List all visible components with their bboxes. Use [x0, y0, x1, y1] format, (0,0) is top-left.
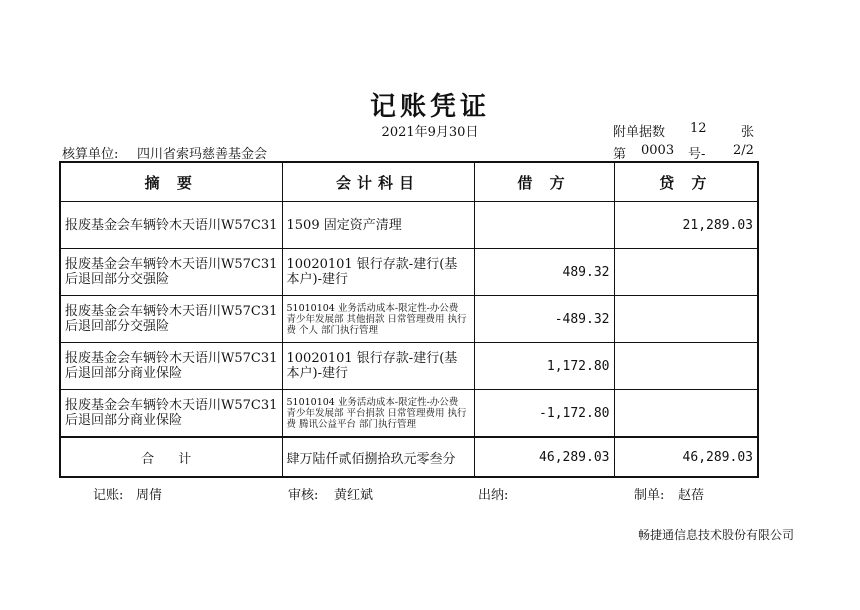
header-account: 会计科目	[282, 162, 474, 202]
table-header-row	[60, 162, 758, 202]
row-debit: 489.32	[474, 249, 614, 296]
header-summary: 摘 要	[60, 162, 282, 202]
row-summary: 报废基金会车辆铃木天语川W57C31后退回部分商业保险	[60, 390, 282, 438]
total-credit: 46,289.03	[614, 437, 758, 477]
row-summary: 报废基金会车辆铃木天语川W57C31	[60, 202, 282, 249]
row-credit	[614, 390, 758, 438]
row-account: 51010104 业务活动成本-限定性-办公费 青少年发展部 平台捐款 日常管理费用 执行费 腾讯公益平台 部门执行管理	[282, 390, 474, 438]
table-row	[60, 202, 758, 249]
table-row	[60, 296, 758, 343]
attachment-count: 12	[690, 121, 707, 136]
row-summary: 报废基金会车辆铃木天语川W57C31后退回部分交强险	[60, 249, 282, 296]
row-credit	[614, 249, 758, 296]
total-debit: 46,289.03	[474, 437, 614, 477]
software-vendor: 畅捷通信息技术股份有限公司	[637, 528, 794, 542]
voucher-date: 2021年9月30日	[381, 125, 479, 140]
row-account: 51010104 业务活动成本-限定性-办公费 青少年发展部 其他捐款 日常管理费用 执行费 个人 部门执行管理	[282, 296, 474, 343]
total-row	[60, 437, 758, 477]
voucher-no-part: 2/2	[733, 143, 754, 158]
maker-name: 赵蓓	[678, 488, 705, 503]
voucher-no-mark: 号-	[688, 147, 706, 162]
attachment-label: 附单据数	[613, 125, 666, 140]
row-summary: 报废基金会车辆铃木天语川W57C31后退回部分商业保险	[60, 343, 282, 390]
accounting-unit-label: 核算单位:	[62, 147, 119, 162]
total-label: 合 计	[60, 437, 282, 477]
voucher-no-prefix: 第	[613, 147, 627, 162]
row-debit: -1,172.80	[474, 390, 614, 438]
accounting-unit-value: 四川省索玛慈善基金会	[137, 147, 268, 162]
header-credit: 贷 方	[614, 162, 758, 202]
maker-label: 制单:	[634, 488, 665, 503]
total-amount-words: 肆万陆仟贰佰捌拾玖元零叁分	[282, 437, 474, 477]
row-account: 10020101 银行存款-建行(基本户)-建行	[282, 249, 474, 296]
bookkeeper-name: 周倩	[136, 488, 163, 503]
cashier-label: 出纳:	[478, 488, 509, 503]
voucher-no-number: 0003	[641, 143, 675, 158]
header-debit: 借 方	[474, 162, 614, 202]
row-account: 1509 固定资产清理	[282, 202, 474, 249]
row-debit: -489.32	[474, 296, 614, 343]
row-credit	[614, 343, 758, 390]
voucher-table	[59, 161, 759, 478]
voucher-title: 记账凭证	[369, 92, 490, 122]
row-summary: 报废基金会车辆铃木天语川W57C31后退回部分交强险	[60, 296, 282, 343]
bookkeeper-label: 记账:	[93, 488, 124, 503]
table-row	[60, 343, 758, 390]
row-credit: 21,289.03	[614, 202, 758, 249]
reviewer-name: 黄红斌	[334, 488, 374, 503]
table-row	[60, 249, 758, 296]
row-account: 10020101 银行存款-建行(基本户)-建行	[282, 343, 474, 390]
reviewer-label: 审核:	[288, 488, 319, 503]
row-credit	[614, 296, 758, 343]
table-row	[60, 390, 758, 438]
row-debit: 1,172.80	[474, 343, 614, 390]
attachment-unit: 张	[741, 125, 755, 140]
row-debit	[474, 202, 614, 249]
